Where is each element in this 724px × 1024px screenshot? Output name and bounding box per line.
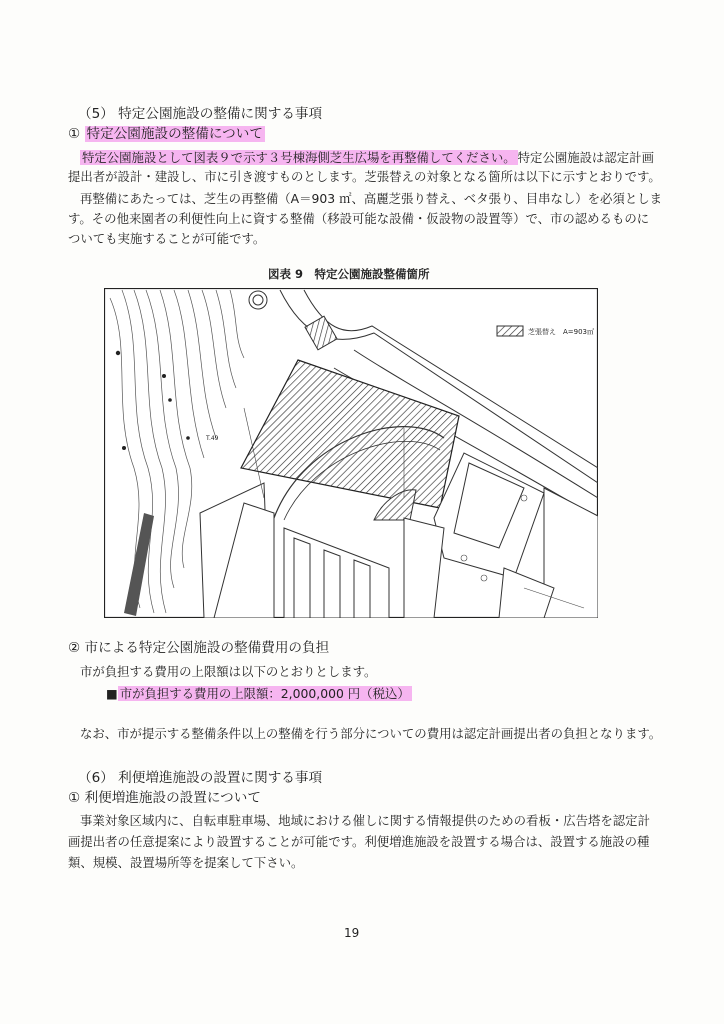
item-title: 利便増進施設の設置について <box>84 790 261 806</box>
section-5-item-1-heading <box>68 126 265 142</box>
paragraph-2-line-3: ついても実施することが可能です。 <box>68 231 266 246</box>
section-6-item-1-heading <box>68 790 261 806</box>
text: 特定公園施設は認定計画 <box>517 150 654 165</box>
section-5-heading: （5） 特定公園施設の整備に関する事項 <box>78 106 323 122</box>
section-6-line-3: 類、規模、設置場所等を提案して下さい。 <box>68 855 304 870</box>
paragraph-1-line-2: 提出者が設計・建設し、市に引き渡すものとします。芝張替えの対象となる箇所は以下に示すとおりです。 <box>68 169 661 184</box>
paragraph-1-line-1 <box>80 150 654 166</box>
item-title: 市による特定公園施設の整備費用の負担 <box>84 640 330 656</box>
legend-swatch <box>497 326 523 336</box>
item-title: 特定公園施設の整備について <box>86 126 263 142</box>
cost-limit-amount: 市が負担する費用の上限額：2,000,000 円（税込） <box>119 686 410 701</box>
item-number: ① <box>68 126 81 142</box>
item-2-note: なお、市が提示する整備条件以上の整備を行う部分についての費用は認定計画提出者の負担となります。 <box>80 726 662 741</box>
page-number: 19 <box>344 926 360 940</box>
item-number: ② <box>68 640 81 656</box>
cost-limit-line <box>106 686 412 702</box>
section-6-line-1: 事業対象区域内に、自転車駐車場、地域における催しに関する情報提供のための看板・広告塔を認定計 <box>80 813 650 828</box>
paragraph-2-line-2: す。その他来園者の利便性向上に資する整備（移設可能な設備・仮設物の設置等）で、市の認めるものに <box>68 211 650 226</box>
figure-title: 図表 9 特定公園施設整備箇所 <box>268 267 430 281</box>
paragraph-2-line-1: 再整備にあたっては、芝生の再整備（A＝903 ㎡、高麗芝張り替え、ベタ張り、目串なし）を必須としま <box>80 191 662 206</box>
highlighted-text: 特定公園施設として図表９で示す３号棟海側芝生広場を再整備してください。 <box>82 150 516 165</box>
bullet: ■ <box>106 686 118 701</box>
legend-label: 芝張替え A=903㎡ <box>528 328 595 336</box>
map-label: T.49 <box>206 435 219 442</box>
site-map <box>104 288 598 618</box>
item-number: ① <box>68 790 81 806</box>
item-2-line-1: 市が負担する費用の上限額は以下のとおりとします。 <box>80 664 377 679</box>
section-5-item-2-heading <box>68 640 329 656</box>
section-6-heading: （6） 利便増進施設の設置に関する事項 <box>78 770 323 786</box>
section-6-line-2: 画提出者の任意提案により設置することが可能です。利便増進施設を設置する場合は、設置する施設の種 <box>68 834 650 849</box>
